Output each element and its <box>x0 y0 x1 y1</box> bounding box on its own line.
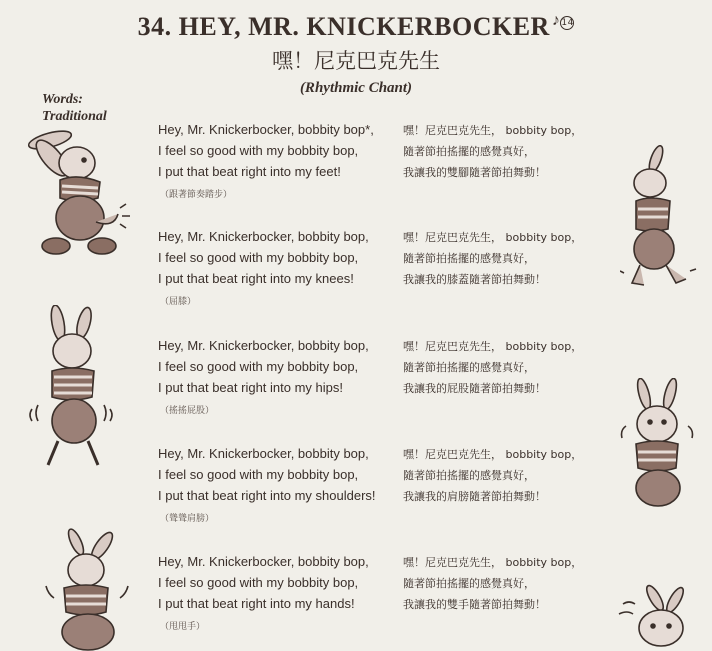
rabbit-waving-illustration <box>615 584 700 651</box>
verse-line <box>158 271 618 292</box>
lyric-zh: 我讓我的膝蓋隨著節拍舞動！ <box>403 273 546 286</box>
lyric-en: I put that beat right into my shoulders! <box>158 488 376 503</box>
lyric-en: I feel so good with my bobbity bop, <box>158 467 359 482</box>
song-title-chinese: 嘿！尼克巴克先生 <box>272 49 440 73</box>
song-subtitle: (Rhythmic Chant) <box>299 80 413 96</box>
lyric-en: Hey, Mr. Knickerbocker, bobbity bop, <box>158 338 369 353</box>
lyric-en: I feel so good with my bobbity bop, <box>158 250 359 265</box>
lyric-zh: 嘿！尼克巴克先生， bobbity bop， <box>403 124 583 137</box>
rabbit-bending-knees-illustration <box>620 145 700 300</box>
lyric-en: I feel so good with my bobbity bop, <box>158 575 359 590</box>
lyric-en: Hey, Mr. Knickerbocker, bobbity bop, <box>158 446 369 461</box>
lyric-en: Hey, Mr. Knickerbocker, bobbity bop, <box>158 554 369 569</box>
lyric-en: I put that beat right into my hips! <box>158 380 343 395</box>
verse-line <box>158 380 618 401</box>
lyric-zh: 隨著節拍搖擺的感覺真好， <box>403 469 535 482</box>
verse-4 <box>158 446 618 524</box>
verse-line <box>158 488 618 509</box>
rabbit-shrugging-illustration <box>618 378 698 518</box>
verse-line <box>158 143 618 164</box>
verse-2 <box>158 229 618 307</box>
credit-author: Traditional <box>42 109 107 124</box>
credit-label: Words: <box>42 92 83 107</box>
lyric-zh: 我讓我的肩膀隨著節拍舞動！ <box>403 490 546 503</box>
verse-line <box>158 596 618 617</box>
lyric-zh: 我讓我的雙手隨著節拍舞動！ <box>403 598 546 611</box>
action-note: （搖搖屁股） <box>160 406 215 416</box>
verse-line <box>158 575 618 596</box>
verse-line <box>158 164 618 185</box>
song-title-text: 34. HEY, MR. KNICKERBOCKER <box>137 12 550 41</box>
verse-line <box>158 250 618 271</box>
lyric-zh: 隨著節拍搖擺的感覺真好， <box>403 252 535 265</box>
rabbit-shaking-hips-illustration <box>26 305 116 475</box>
lyric-en: I put that beat right into my knees! <box>158 271 354 286</box>
verse-line <box>158 359 618 380</box>
lyric-zh: 我讓我的屁股隨著節拍舞動！ <box>403 382 546 395</box>
lyric-zh: 隨著節拍搖擺的感覺真好， <box>403 145 535 158</box>
verse-5 <box>158 554 618 632</box>
lyric-en: I put that beat right into my feet! <box>158 164 341 179</box>
lyric-en: I feel so good with my bobbity bop, <box>158 143 359 158</box>
verse-line <box>158 229 618 250</box>
lyric-en: I put that beat right into my hands! <box>158 596 355 611</box>
verse-line <box>158 554 618 575</box>
verse-3 <box>158 338 618 416</box>
music-note-icon: ♪ <box>551 12 561 30</box>
verse-line <box>158 338 618 359</box>
rabbit-shaking-hands-illustration <box>40 528 140 651</box>
lyric-en: Hey, Mr. Knickerbocker, bobbity bop, <box>158 229 369 244</box>
rabbit-stomping-illustration <box>22 118 132 268</box>
lyric-zh: 嘿！尼克巴克先生， bobbity bop， <box>403 231 583 244</box>
song-title <box>0 12 712 42</box>
action-note: （跟著節奏踏步） <box>160 190 233 200</box>
lyric-zh: 隨著節拍搖擺的感覺真好， <box>403 361 535 374</box>
lyric-zh: 隨著節拍搖擺的感覺真好， <box>403 577 535 590</box>
action-note: （聳聳肩膀） <box>160 514 215 524</box>
lyric-zh: 嘿！尼克巴克先生， bobbity bop， <box>403 556 583 569</box>
action-note: （屈膝） <box>160 297 197 307</box>
action-note: （甩甩手） <box>160 622 206 632</box>
lyric-zh: 嘿！尼克巴克先生， bobbity bop， <box>403 448 583 461</box>
lyric-en: Hey, Mr. Knickerbocker, bobbity bop*, <box>158 122 374 137</box>
verse-line <box>158 446 618 467</box>
lyric-zh: 我讓我的雙腳隨著節拍舞動！ <box>403 166 546 179</box>
lyric-zh: 嘿！尼克巴克先生， bobbity bop， <box>403 340 583 353</box>
verse-line <box>158 467 618 488</box>
verse-1 <box>158 122 618 200</box>
track-number-badge: 14 <box>561 18 574 29</box>
verse-line <box>158 122 618 143</box>
lyric-en: I feel so good with my bobbity bop, <box>158 359 359 374</box>
